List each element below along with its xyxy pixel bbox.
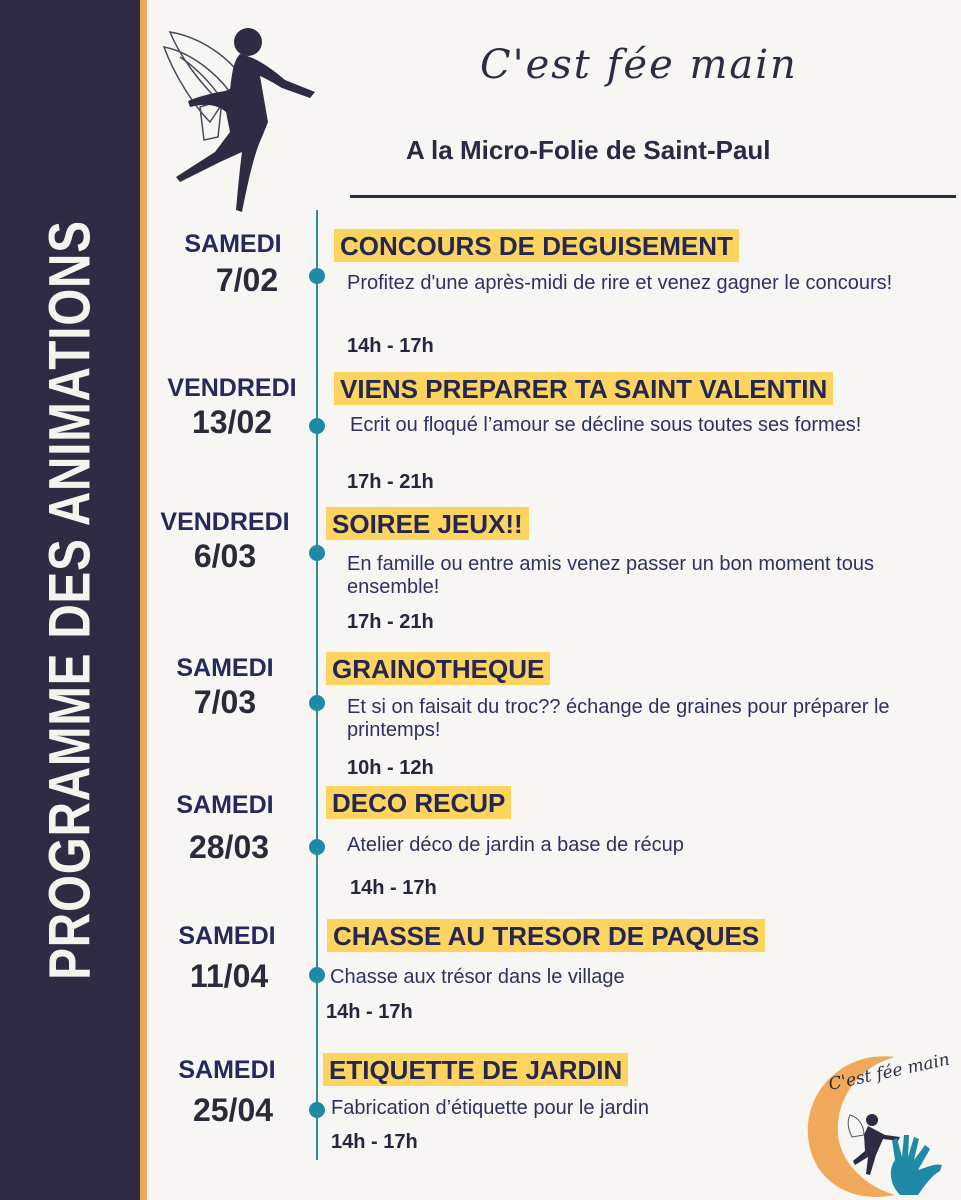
event-title: SOIREE JEUX!! bbox=[326, 507, 529, 540]
script-title: C'est fée main bbox=[480, 42, 798, 88]
event-title: DECO RECUP bbox=[326, 786, 511, 819]
event-description: Profitez d'une après-midi de rire et venez gagner le concours! bbox=[347, 272, 893, 294]
moon-fairy-hand-logo bbox=[800, 1045, 955, 1200]
timeline-dot bbox=[309, 268, 325, 284]
fairy-silhouette-icon bbox=[160, 12, 320, 222]
timeline-dot bbox=[309, 545, 325, 561]
event-date: 6/03 bbox=[193, 538, 257, 574]
event-day: SAMEDI bbox=[176, 654, 274, 682]
event-date: 7/02 bbox=[215, 262, 279, 298]
timeline-dot bbox=[309, 1102, 325, 1118]
sidebar bbox=[0, 0, 140, 1200]
event-day: VENDREDI bbox=[167, 374, 297, 402]
timeline-dot bbox=[309, 967, 325, 983]
event-day: SAMEDI bbox=[178, 922, 276, 950]
event-description: Atelier déco de jardin a base de récup bbox=[347, 834, 684, 856]
event-description: En famille ou entre amis venez passer un bon moment tous ensemble! bbox=[347, 553, 874, 598]
event-title: CONCOURS DE DEGUISEMENT bbox=[334, 229, 739, 262]
timeline-dot bbox=[309, 418, 325, 434]
event-time: 17h - 21h bbox=[347, 611, 434, 633]
event-day: SAMEDI bbox=[178, 1056, 276, 1084]
timeline-line bbox=[316, 210, 318, 1160]
event-time: 14h - 17h bbox=[326, 1001, 413, 1023]
timeline-dot bbox=[309, 695, 325, 711]
event-day: SAMEDI bbox=[184, 230, 282, 258]
event-title: ETIQUETTE DE JARDIN bbox=[323, 1053, 628, 1086]
event-time: 14h - 17h bbox=[331, 1131, 418, 1153]
event-date: 25/04 bbox=[192, 1092, 274, 1128]
event-title: VIENS PREPARER TA SAINT VALENTIN bbox=[334, 372, 833, 405]
event-title: GRAINOTHEQUE bbox=[326, 652, 550, 685]
event-date: 11/04 bbox=[189, 958, 269, 994]
event-description: Et si on faisait du troc?? échange de graines pour préparer le printemps! bbox=[347, 696, 890, 741]
event-time: 10h - 12h bbox=[347, 757, 434, 779]
sidebar-title: PROGRAMME DES ANIMATIONS bbox=[37, 220, 103, 980]
event-date: 13/02 bbox=[191, 404, 273, 440]
event-title: CHASSE AU TRESOR DE PAQUES bbox=[327, 919, 765, 952]
subtitle: A la Micro-Folie de Saint-Paul bbox=[406, 135, 771, 165]
event-day: VENDREDI bbox=[160, 508, 290, 536]
svg-text:C'est fée main: C'est fée main bbox=[826, 1049, 952, 1095]
header-divider bbox=[350, 195, 956, 198]
event-description: Fabrication d’étiquette pour le jardin bbox=[331, 1097, 649, 1119]
sidebar-accent-stripe bbox=[140, 0, 147, 1200]
event-time: 14h - 17h bbox=[350, 877, 437, 899]
event-date: 28/03 bbox=[188, 829, 270, 865]
timeline-dot bbox=[309, 839, 325, 855]
event-time: 17h - 21h bbox=[347, 471, 434, 493]
event-description: Chasse aux trésor dans le village bbox=[330, 966, 625, 988]
event-description: Ecrit ou floqué l’amour se décline sous toutes ses formes! bbox=[350, 414, 862, 436]
event-time: 14h - 17h bbox=[347, 335, 434, 357]
event-day: SAMEDI bbox=[176, 791, 274, 819]
event-date: 7/03 bbox=[193, 684, 257, 720]
